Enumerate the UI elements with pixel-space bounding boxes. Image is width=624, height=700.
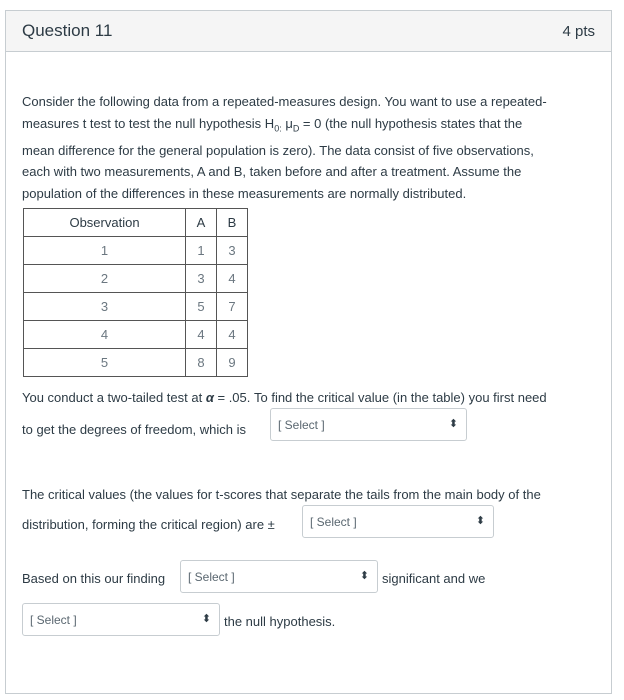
select-value: [ Select ] (310, 515, 357, 529)
table-cell: 7 (217, 293, 248, 321)
table-cell: 3 (217, 237, 248, 265)
data-table (23, 208, 248, 377)
select-value: [ Select ] (188, 570, 235, 584)
part1-text-2: to get the degrees of freedom, which is (22, 422, 247, 437)
table-header-row (24, 209, 248, 237)
hypothesis-decision-select[interactable] (22, 603, 220, 636)
chevron-updown-icon: ⬍ (475, 515, 485, 527)
critical-values-select[interactable] (302, 505, 494, 538)
question-card (5, 10, 612, 694)
question-title: Question 11 (22, 21, 113, 40)
intro-line-3: mean difference for the general population is zero). The data consist of five observations, (22, 142, 534, 158)
table-cell: 4 (186, 321, 217, 349)
table-cell: 3 (186, 265, 217, 293)
degrees-of-freedom-select[interactable] (270, 408, 467, 441)
table-row (24, 237, 248, 265)
table-cell: 4 (217, 265, 248, 293)
intro-line-5: population of the differences in these measurements are normally distributed. (22, 185, 467, 201)
part3-text-3: the null hypothesis. (224, 614, 336, 629)
table-cell: 1 (24, 237, 186, 265)
table-row (24, 349, 248, 377)
table-cell: 3 (24, 293, 186, 321)
part2-text-2: distribution, forming the critical region) are ± (22, 517, 275, 532)
table-cell: 4 (24, 321, 186, 349)
question-points: 4 pts (562, 23, 595, 40)
chevron-updown-icon: ⬍ (201, 613, 211, 625)
table-row (24, 321, 248, 349)
table-cell: 1 (186, 237, 217, 265)
table-cell: 5 (24, 349, 186, 377)
table-cell: 5 (186, 293, 217, 321)
question-intro (22, 91, 602, 204)
part1-text: You conduct a two-tailed test at α = .05. To find the critical value (in the table) you first need (22, 390, 547, 405)
finding-select[interactable] (180, 560, 378, 593)
select-value: [ Select ] (278, 418, 325, 432)
question-header (6, 11, 611, 52)
part3-text-2: significant and we (382, 571, 486, 586)
table-header: Observation (24, 209, 186, 237)
intro-line-4: each with two measurements, A and B, taken before and after a treatment. Assume the (22, 164, 522, 180)
alpha-symbol: α (205, 390, 214, 405)
table-cell: 4 (217, 321, 248, 349)
part3-text: Based on this our finding (22, 571, 166, 586)
intro-line-1: Consider the following data from a repeated-measures design. You want to use a repeated- (22, 94, 547, 109)
table-cell: 8 (186, 349, 217, 377)
chevron-updown-icon: ⬍ (359, 570, 369, 582)
table-row (24, 265, 248, 293)
part2-text: The critical values (the values for t-scores that separate the tails from the main body of the (22, 487, 541, 502)
chevron-updown-icon: ⬍ (448, 418, 458, 430)
table-header: B (217, 209, 248, 237)
table-row (24, 293, 248, 321)
table-header: A (186, 209, 217, 237)
select-value: [ Select ] (30, 613, 77, 627)
intro-line-2: measures t test to test the null hypothesis $H_{0:}$ $\mu_D = 0$ (the null hypothesis states that the (22, 115, 523, 134)
table-cell: 2 (24, 265, 186, 293)
table-cell: 9 (217, 349, 248, 377)
